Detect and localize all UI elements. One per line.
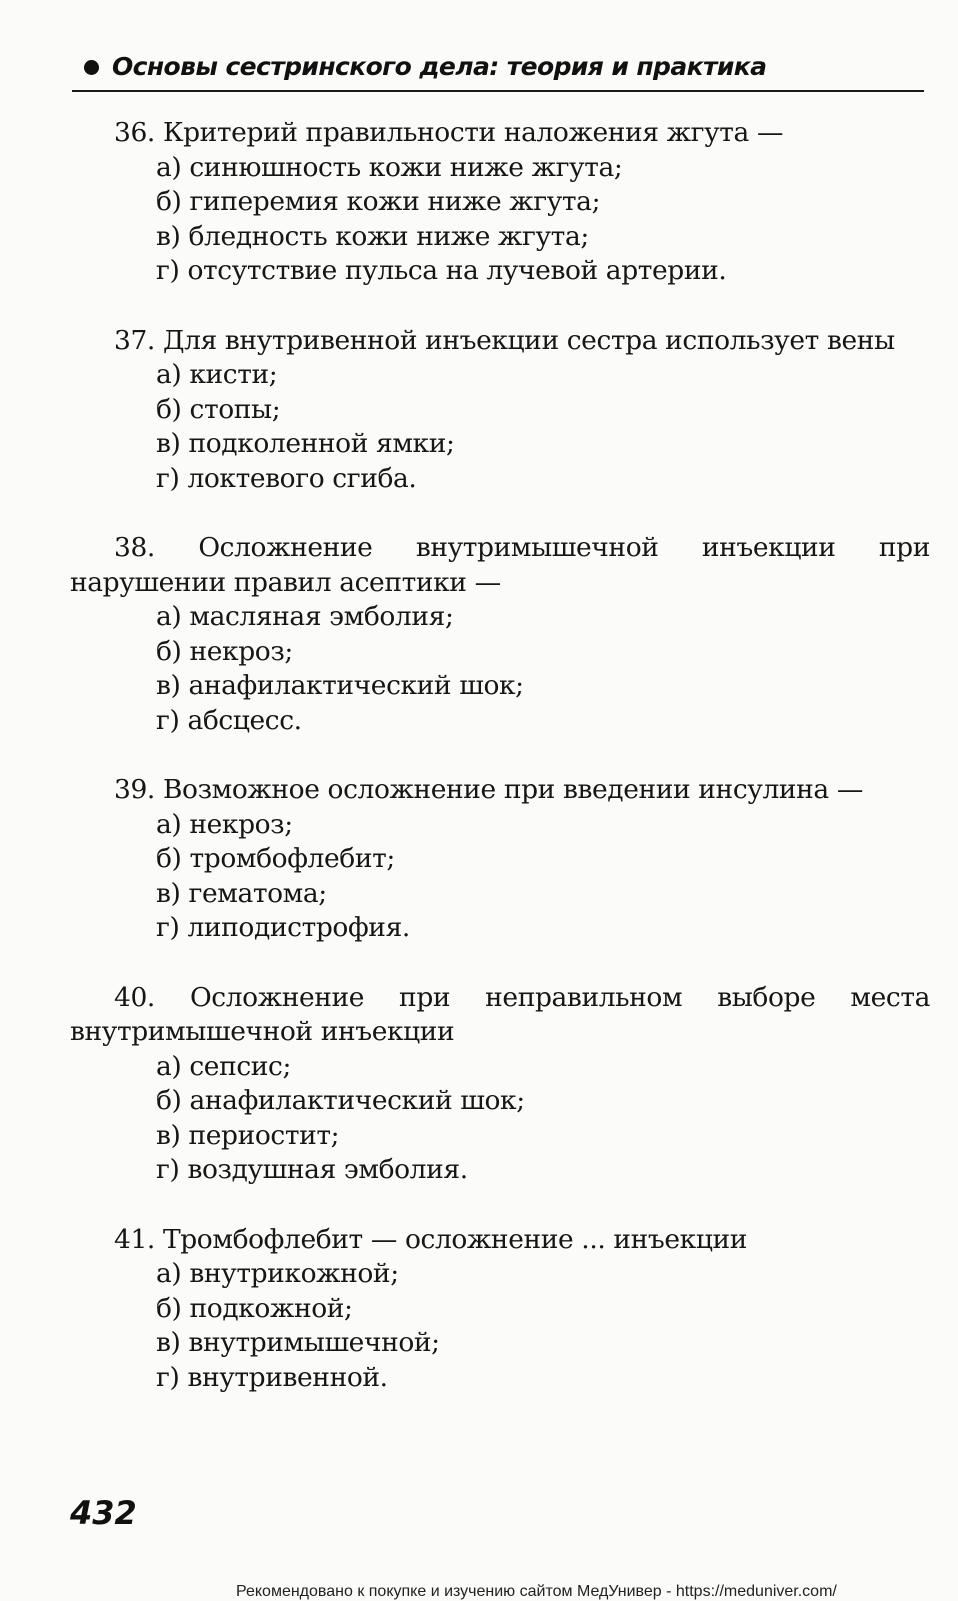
question-text: 37. Для внутривенной инъекции сестра использует вены bbox=[114, 324, 895, 356]
header-title: Основы сестринского дела: теория и практика bbox=[112, 52, 767, 81]
question-text: 40. Осложнение при неправильном выборе места внутримышечной инъекции bbox=[70, 981, 930, 1047]
answer-option: б) тромбофлебит; bbox=[156, 843, 395, 874]
question-text: 39. Возможное осложнение при введении инсулина — bbox=[114, 774, 863, 805]
footer-note: Рекомендовано к покупке и изучению сайтом МедУнивер - https://meduniver.com/ bbox=[236, 1583, 837, 1600]
answer-option: а) синюшность кожи ниже жгута; bbox=[156, 151, 623, 183]
running-header bbox=[72, 50, 924, 92]
answer-option: г) липодистрофия. bbox=[156, 912, 410, 943]
answer-option: б) подкожной; bbox=[156, 1292, 353, 1324]
question-text: 36. Критерий правильности наложения жгута — bbox=[114, 117, 784, 148]
question-38 bbox=[70, 531, 930, 738]
page-number: 432 bbox=[70, 1494, 137, 1532]
question-36 bbox=[70, 116, 930, 289]
answer-option: б) анафилактический шок; bbox=[156, 1085, 525, 1116]
answer-option: г) внутривенной. bbox=[156, 1361, 388, 1393]
answer-option: в) периостит; bbox=[156, 1119, 340, 1151]
answer-option: в) подколенной ямки; bbox=[156, 428, 455, 459]
question-40 bbox=[70, 981, 930, 1188]
question-41 bbox=[70, 1223, 930, 1396]
answer-option: г) абсцесс. bbox=[156, 704, 302, 736]
question-39 bbox=[70, 773, 930, 946]
answer-option: в) анафилактический шок; bbox=[156, 670, 524, 701]
answer-option: г) воздушная эмболия. bbox=[156, 1154, 468, 1185]
answer-option: б) стопы; bbox=[156, 393, 281, 425]
bullet-icon bbox=[84, 60, 99, 75]
question-37 bbox=[70, 324, 930, 497]
question-text: 41. Тромбофлебит — осложнение ... инъекции bbox=[114, 1223, 747, 1255]
answer-option: а) масляная эмболия; bbox=[156, 601, 454, 632]
answer-option: г) локтевого сгиба. bbox=[156, 462, 417, 494]
answer-option: а) кисти; bbox=[156, 359, 278, 390]
answer-option: а) некроз; bbox=[156, 808, 293, 840]
answer-option: в) гематома; bbox=[156, 877, 327, 909]
answer-option: б) некроз; bbox=[156, 635, 293, 667]
question-text: 38. Осложнение внутримышечной инъекции при нарушении правил асептики — bbox=[70, 532, 930, 598]
answer-option: в) бледность кожи ниже жгута; bbox=[156, 220, 589, 252]
answer-option: в) внутримышечной; bbox=[156, 1327, 440, 1358]
answer-option: а) внутрикожной; bbox=[156, 1258, 399, 1289]
answer-option: г) отсутствие пульса на лучевой артерии. bbox=[156, 255, 727, 286]
answer-option: а) сепсис; bbox=[156, 1050, 292, 1082]
question-list bbox=[70, 116, 930, 1430]
answer-option: б) гиперемия кожи ниже жгута; bbox=[156, 186, 601, 217]
